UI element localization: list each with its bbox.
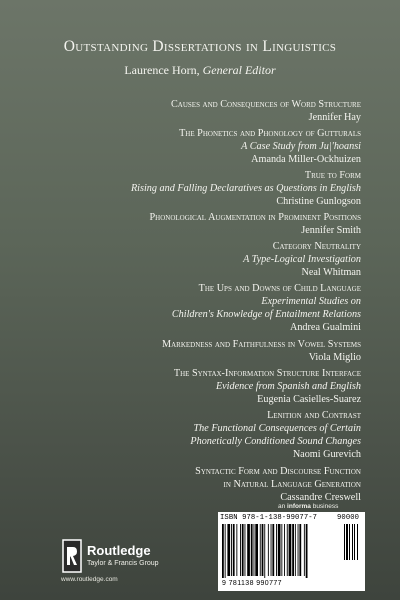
book-entry bbox=[41, 465, 361, 504]
book-author: Cassandre Creswell bbox=[280, 492, 361, 503]
barcode-panel bbox=[218, 512, 365, 591]
barcode-bar bbox=[260, 524, 261, 576]
book-author: Andrea Gualmini bbox=[289, 322, 361, 333]
book-title: in Natural Language Generation bbox=[223, 479, 361, 490]
book-title: The Phonetics and Phonology of Gutturals bbox=[179, 128, 361, 139]
barcode-bar bbox=[251, 524, 253, 576]
book-author: Neal Whitman bbox=[301, 267, 361, 278]
barcode-bar bbox=[292, 524, 294, 576]
barcode-bars bbox=[222, 524, 362, 579]
informa-brand: informa bbox=[287, 503, 311, 510]
barcode-bar bbox=[222, 524, 224, 578]
book-entry bbox=[41, 282, 361, 334]
addon-bar bbox=[344, 524, 345, 560]
publisher-name: Routledge bbox=[87, 543, 151, 558]
ean-number: 9 781138 990777 bbox=[222, 580, 282, 587]
barcode-bar bbox=[242, 524, 244, 576]
book-subtitle: Rising and Falling Declaratives as Questions in English bbox=[130, 183, 361, 194]
publisher-group: Taylor & Francis Group bbox=[87, 560, 159, 567]
book-author: Jennifer Hay bbox=[308, 112, 361, 123]
barcode-bar bbox=[295, 524, 296, 576]
barcode-bar bbox=[289, 524, 292, 576]
book-subtitle: Evidence from Spanish and English bbox=[215, 381, 361, 392]
book-title: Syntactic Form and Discourse Function bbox=[195, 466, 361, 477]
barcode-bar bbox=[284, 524, 285, 576]
routledge-logo-icon bbox=[62, 539, 82, 573]
barcode-bar bbox=[276, 524, 277, 576]
book-subtitle: Phonetically Conditioned Sound Changes bbox=[190, 436, 361, 447]
addon-bar bbox=[346, 524, 348, 560]
book-title: The Ups and Downs of Child Language bbox=[198, 283, 361, 294]
book-title: Causes and Consequences of Word Structure bbox=[171, 99, 361, 110]
addon-bar bbox=[357, 524, 358, 560]
barcode-bar bbox=[247, 524, 250, 576]
book-author: Christine Gunlogson bbox=[276, 196, 361, 207]
price-code: 90000 bbox=[337, 514, 360, 522]
barcode-bar bbox=[225, 524, 226, 578]
book-author: Viola Miglio bbox=[308, 352, 361, 363]
book-entry bbox=[41, 240, 361, 279]
isbn-text bbox=[220, 514, 363, 522]
informa-prefix: an bbox=[278, 503, 286, 510]
barcode-bar bbox=[231, 524, 232, 576]
barcode-bar bbox=[278, 524, 281, 576]
barcode-bar bbox=[272, 524, 274, 576]
book-entry bbox=[41, 169, 361, 208]
addon-bar bbox=[349, 524, 350, 560]
barcode-bar bbox=[306, 524, 308, 578]
book-entry bbox=[41, 367, 361, 406]
book-title: Markedness and Faithfulness in Vowel Systems bbox=[162, 339, 361, 350]
editor-name: Laurence Horn, bbox=[124, 63, 200, 77]
book-author: Amanda Miller-Ockhuizen bbox=[251, 154, 361, 165]
barcode-bar bbox=[304, 524, 305, 576]
addon-bar bbox=[352, 524, 353, 560]
isbn-number: ISBN 978-1-138-99077-7 bbox=[220, 514, 318, 522]
barcode-bar bbox=[236, 524, 237, 576]
barcode-bar bbox=[281, 524, 282, 576]
book-subtitle: Experimental Studies on bbox=[261, 296, 361, 307]
book-author: Naomi Gurevich bbox=[292, 449, 361, 460]
book-author: Jennifer Smith bbox=[301, 225, 361, 236]
barcode-bar bbox=[271, 524, 272, 576]
series-title: Outstanding Dissertations in Linguistics bbox=[63, 38, 337, 55]
book-subtitle: A Type-Logical Investigation bbox=[243, 254, 361, 265]
barcode-bar bbox=[299, 524, 301, 576]
barcode-bar bbox=[264, 524, 265, 578]
barcode-bar bbox=[240, 524, 241, 576]
publisher-url: www.routledge.com bbox=[61, 576, 118, 583]
book-entry bbox=[41, 338, 361, 364]
book-entry bbox=[41, 127, 361, 166]
barcode-bar bbox=[262, 524, 264, 576]
book-title: The Syntax-Information Structure Interface bbox=[173, 368, 361, 379]
book-title: Lenition and Contrast bbox=[267, 410, 361, 421]
barcode-bar bbox=[245, 524, 246, 576]
barcode-bar bbox=[268, 524, 269, 576]
barcode-bar bbox=[233, 524, 235, 576]
barcode-bar bbox=[227, 524, 230, 576]
book-title: Phonological Augmentation in Prominent Positions bbox=[149, 212, 361, 223]
addon-bar bbox=[354, 524, 355, 560]
book-entry bbox=[41, 409, 361, 461]
book-subtitle: Children's Knowledge of Entailment Relations bbox=[171, 309, 361, 320]
book-author: Eugenia Casielles-Suarez bbox=[257, 394, 361, 405]
barcode-bar bbox=[298, 524, 299, 576]
book-entry bbox=[41, 211, 361, 237]
book-title: Category Neutrality bbox=[272, 241, 361, 252]
book-entry bbox=[41, 98, 361, 124]
barcode-bar bbox=[254, 524, 255, 576]
book-title: True to Form bbox=[304, 170, 361, 181]
informa-suffix: business bbox=[312, 503, 339, 510]
barcode-bar bbox=[255, 524, 258, 576]
editor-role: General Editor bbox=[202, 63, 276, 77]
informa-note bbox=[278, 503, 338, 510]
book-subtitle: The Functional Consequences of Certain bbox=[193, 423, 361, 434]
barcode-bar bbox=[287, 524, 288, 576]
book-subtitle: A Case Study from Ju|'hoansi bbox=[241, 141, 361, 152]
